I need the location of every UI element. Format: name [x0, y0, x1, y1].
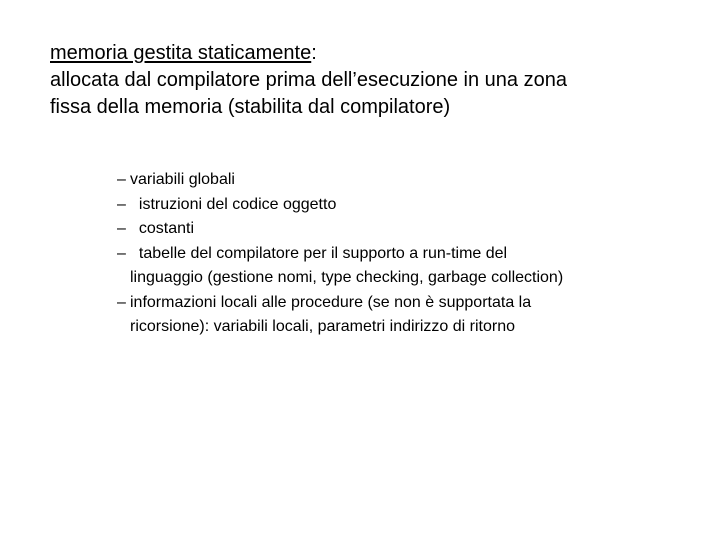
bullet-item: [117, 242, 707, 291]
bullet-continuation: ricorsione): variabili locali, parametri indirizzo di ritorno: [130, 318, 516, 335]
dash-bullet: –: [117, 293, 126, 311]
bullet-text: informazioni locali alle procedure (se non è supportata la: [130, 293, 532, 311]
heading-block: [50, 40, 690, 121]
bullet-text: istruzioni del codice oggetto: [130, 195, 337, 213]
bullet-continuation: linguaggio (gestione nomi, type checking, garbage collection): [130, 269, 564, 286]
bullet-item: [117, 168, 707, 193]
heading-line-2: allocata dal compilatore prima dell’esecuzione in una zona: [50, 69, 567, 91]
dash-bullet: –: [117, 244, 126, 262]
bullet-item: [117, 217, 707, 242]
bullet-list: [117, 168, 707, 340]
heading-line-3: fissa della memoria (stabilita dal compilatore): [50, 96, 451, 118]
dash-bullet: –: [117, 220, 126, 237]
dash-bullet: –: [117, 195, 126, 213]
bullet-text: costanti: [130, 220, 195, 237]
heading-term: memoria gestita staticamente: [50, 42, 312, 64]
bullet-item: [117, 193, 707, 218]
bullet-text: tabelle del compilatore per il supporto a run-time del: [130, 244, 508, 262]
heading-colon: :: [311, 42, 317, 64]
heading-line-1: [50, 40, 690, 67]
bullet-item: [117, 291, 707, 340]
bullet-text: variabili globali: [130, 171, 235, 188]
dash-bullet: –: [117, 171, 126, 188]
